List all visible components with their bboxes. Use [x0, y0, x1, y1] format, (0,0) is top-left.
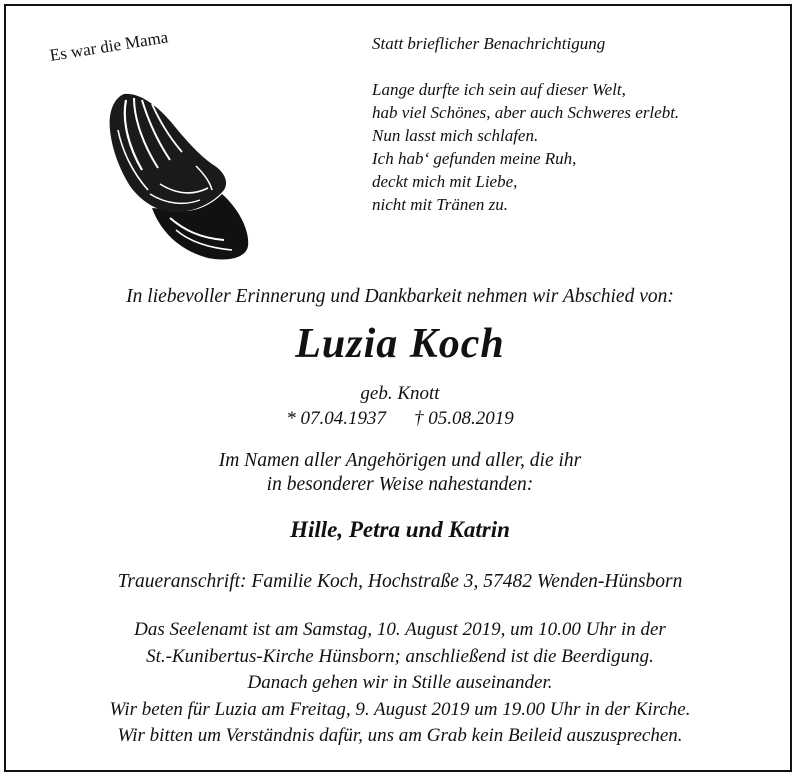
poem-line: nicht mit Tränen zu. [372, 195, 509, 214]
deceased-name: Luzia Koch [295, 321, 505, 367]
poem-header: Statt brieflicher Benachrichtigung [372, 34, 606, 53]
motto-text: Es war die Mama [48, 27, 170, 65]
family-names: Hille, Petra und Katrin [290, 517, 510, 542]
on-behalf-line: in besonderer Weise nahestanden: [266, 474, 534, 495]
praying-hands-icon [100, 90, 250, 262]
mourning-address: Traueranschrift: Familie Koch, Hochstraße 3, 57482 Wenden-Hünsborn [117, 571, 683, 592]
service-line: Wir beten für Luzia am Freitag, 9. August 2019 um 19.00 Uhr in der Kirche. [109, 698, 691, 720]
service-line: Danach gehen wir in Stille auseinander. [247, 672, 553, 693]
death-date: † 05.08.2019 [414, 408, 514, 429]
poem-line: Nun lasst mich schlafen. [372, 126, 539, 145]
service-line: St.-Kunibertus-Kirche Hünsborn; anschließend ist die Beerdigung. [146, 645, 654, 667]
farewell-intro: In liebevoller Erinnerung und Dankbarkeit nehmen wir Abschied von: [126, 286, 674, 307]
poem-line: Lange durfte ich sein auf dieser Welt, [372, 80, 626, 99]
poem-line: hab viel Schönes, aber auch Schweres erlebt. [372, 103, 680, 122]
birth-date: * 07.04.1937 [286, 408, 386, 429]
service-details [0, 617, 800, 750]
poem [372, 32, 679, 216]
poem-line: deckt mich mit Liebe, [372, 172, 518, 191]
on-behalf-line: Im Namen aller Angehörigen und aller, die ihr [218, 450, 582, 471]
poem-line: Ich hab‘ gefunden meine Ruh, [372, 149, 577, 168]
life-dates [0, 408, 800, 430]
service-line: Wir bitten um Verständnis dafür, uns am Grab kein Beileid auszusprechen. [117, 725, 683, 746]
service-line: Das Seelenamt ist am Samstag, 10. August 2019, um 10.00 Uhr in der [134, 619, 666, 640]
maiden-name: geb. Knott [360, 383, 440, 404]
on-behalf-text [0, 449, 800, 497]
